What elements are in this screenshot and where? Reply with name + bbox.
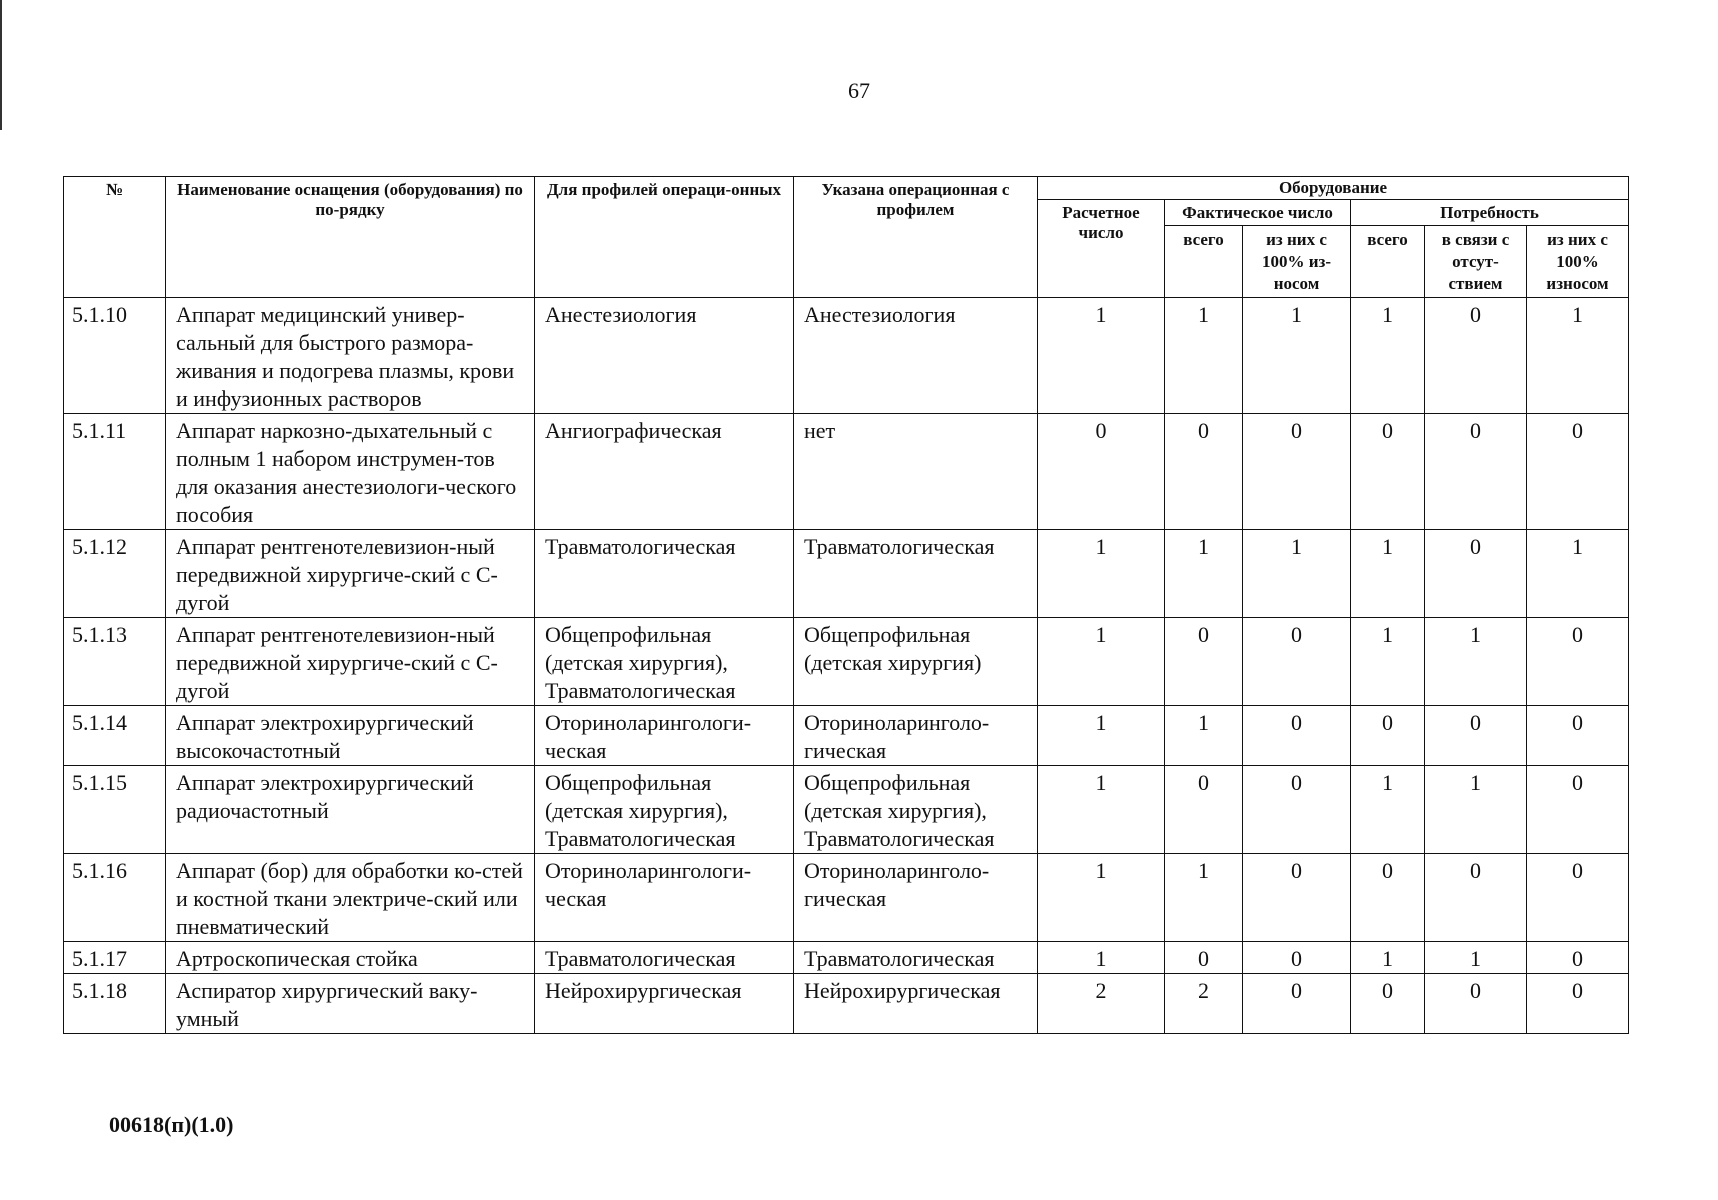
scan-edge-line [0, 0, 2, 130]
row-calc: 1 [1038, 706, 1165, 766]
row-calc: 1 [1038, 942, 1165, 974]
row-need-worn: 0 [1527, 766, 1629, 854]
row-need-total: 1 [1351, 618, 1425, 706]
table-header [64, 177, 1629, 298]
row-indicated: Травматологическая [794, 530, 1038, 618]
row-name: Аппарат электрохирургический высокочастотный [166, 706, 535, 766]
table-row [64, 618, 1629, 706]
row-need-absence: 1 [1425, 942, 1527, 974]
row-code: 5.1.17 [64, 942, 166, 974]
row-need-worn: 0 [1527, 618, 1629, 706]
row-name: Аппарат рентгенотелевизион-ный передвижной хирургиче-ский с С-дугой [166, 618, 535, 706]
header-calc: Расчетное число [1038, 200, 1165, 298]
row-name: Артроскопическая стойка [166, 942, 535, 974]
row-need-total: 1 [1351, 942, 1425, 974]
row-indicated: Общепрофильная (детская хирургия), Травматологическая [794, 766, 1038, 854]
row-indicated: Травматологическая [794, 942, 1038, 974]
row-actual-total: 0 [1165, 618, 1243, 706]
row-actual-total: 0 [1165, 766, 1243, 854]
row-calc: 1 [1038, 618, 1165, 706]
row-need-worn: 0 [1527, 414, 1629, 530]
row-actual-worn: 0 [1243, 706, 1351, 766]
header-need-absence: в связи с отсут-ствием [1425, 226, 1527, 298]
row-actual-worn: 0 [1243, 414, 1351, 530]
table-row [64, 766, 1629, 854]
row-profiles: Общепрофильная (детская хирургия), Травматологическая [535, 766, 794, 854]
row-code: 5.1.15 [64, 766, 166, 854]
table-row [64, 298, 1629, 414]
header-need: Потребность [1351, 200, 1629, 226]
row-calc: 1 [1038, 530, 1165, 618]
row-profiles: Оториноларингологи-ческая [535, 706, 794, 766]
table-row [64, 530, 1629, 618]
row-need-absence: 1 [1425, 618, 1527, 706]
row-need-total: 1 [1351, 766, 1425, 854]
table-row [64, 854, 1629, 942]
row-actual-worn: 0 [1243, 942, 1351, 974]
row-name: Аппарат (бор) для обработки ко-стей и костной ткани электриче-ский или пневматический [166, 854, 535, 942]
header-indicated: Указана операционная с профилем [794, 177, 1038, 298]
row-need-total: 0 [1351, 974, 1425, 1034]
row-need-worn: 0 [1527, 974, 1629, 1034]
row-code: 5.1.16 [64, 854, 166, 942]
row-need-absence: 0 [1425, 530, 1527, 618]
row-need-absence: 0 [1425, 298, 1527, 414]
row-actual-worn: 1 [1243, 530, 1351, 618]
row-need-absence: 0 [1425, 706, 1527, 766]
row-actual-worn: 0 [1243, 854, 1351, 942]
row-need-absence: 1 [1425, 766, 1527, 854]
row-actual-total: 1 [1165, 298, 1243, 414]
row-need-worn: 0 [1527, 942, 1629, 974]
header-actual-worn: из них с 100% из-носом [1243, 226, 1351, 298]
header-need-total: всего [1351, 226, 1425, 298]
row-need-total: 0 [1351, 706, 1425, 766]
row-code: 5.1.12 [64, 530, 166, 618]
row-actual-total: 1 [1165, 854, 1243, 942]
row-profiles: Травматологическая [535, 942, 794, 974]
header-equipment: Оборудование [1038, 177, 1629, 200]
row-calc: 1 [1038, 766, 1165, 854]
row-actual-total: 2 [1165, 974, 1243, 1034]
header-name: Наименование оснащения (оборудования) по по-рядку [166, 177, 535, 298]
row-calc: 1 [1038, 854, 1165, 942]
header-actual-total: всего [1165, 226, 1243, 298]
row-profiles: Ангиографическая [535, 414, 794, 530]
row-profiles: Нейрохирургическая [535, 974, 794, 1034]
row-indicated: нет [794, 414, 1038, 530]
row-profiles: Оториноларингологи-ческая [535, 854, 794, 942]
row-need-absence: 0 [1425, 414, 1527, 530]
page-number: 67 [848, 78, 870, 103]
row-code: 5.1.10 [64, 298, 166, 414]
row-actual-total: 1 [1165, 706, 1243, 766]
row-code: 5.1.14 [64, 706, 166, 766]
row-indicated: Общепрофильная (детская хирургия) [794, 618, 1038, 706]
header-actual: Фактическое число [1165, 200, 1351, 226]
row-actual-total: 0 [1165, 942, 1243, 974]
row-profiles: Общепрофильная (детская хирургия), Травматологическая [535, 618, 794, 706]
row-actual-worn: 1 [1243, 298, 1351, 414]
row-need-total: 1 [1351, 530, 1425, 618]
row-actual-worn: 0 [1243, 618, 1351, 706]
row-code: 5.1.13 [64, 618, 166, 706]
row-name: Аппарат медицинский универ-сальный для быстрого размора-живания и подогрева плазмы, крови и инфузионных растворов [166, 298, 535, 414]
row-need-absence: 0 [1425, 854, 1527, 942]
table-row [64, 414, 1629, 530]
row-indicated: Оториноларинголо-гическая [794, 706, 1038, 766]
row-name: Аппарат наркозно-дыхательный с полным 1 набором инструмен-тов для оказания анестезиологи-ческого пособия [166, 414, 535, 530]
row-actual-worn: 0 [1243, 974, 1351, 1034]
document-code: 00618(п)(1.0) [109, 1112, 234, 1137]
row-code: 5.1.18 [64, 974, 166, 1034]
row-actual-worn: 0 [1243, 766, 1351, 854]
header-profiles: Для профилей операци-онных [535, 177, 794, 298]
row-need-worn: 0 [1527, 854, 1629, 942]
equipment-table-container [63, 176, 1628, 1034]
table-row [64, 974, 1629, 1034]
row-name: Аппарат рентгенотелевизион-ный передвижной хирургиче-ский с С-дугой [166, 530, 535, 618]
table-body [64, 298, 1629, 1034]
header-need-worn: из них с 100% износом [1527, 226, 1629, 298]
row-need-absence: 0 [1425, 974, 1527, 1034]
row-name: Аппарат электрохирургический радиочастотный [166, 766, 535, 854]
header-number: № [64, 177, 166, 298]
table-row [64, 706, 1629, 766]
row-need-worn: 1 [1527, 530, 1629, 618]
row-actual-total: 0 [1165, 414, 1243, 530]
row-actual-total: 1 [1165, 530, 1243, 618]
row-calc: 0 [1038, 414, 1165, 530]
table-row [64, 942, 1629, 974]
row-name: Аспиратор хирургический ваку-умный [166, 974, 535, 1034]
row-need-worn: 0 [1527, 706, 1629, 766]
row-indicated: Анестезиология [794, 298, 1038, 414]
row-indicated: Оториноларинголо-гическая [794, 854, 1038, 942]
row-profiles: Травматологическая [535, 530, 794, 618]
row-need-total: 1 [1351, 298, 1425, 414]
equipment-table [63, 176, 1629, 1034]
row-indicated: Нейрохирургическая [794, 974, 1038, 1034]
row-need-total: 0 [1351, 854, 1425, 942]
row-calc: 1 [1038, 298, 1165, 414]
row-need-worn: 1 [1527, 298, 1629, 414]
row-code: 5.1.11 [64, 414, 166, 530]
row-calc: 2 [1038, 974, 1165, 1034]
row-need-total: 0 [1351, 414, 1425, 530]
row-profiles: Анестезиология [535, 298, 794, 414]
